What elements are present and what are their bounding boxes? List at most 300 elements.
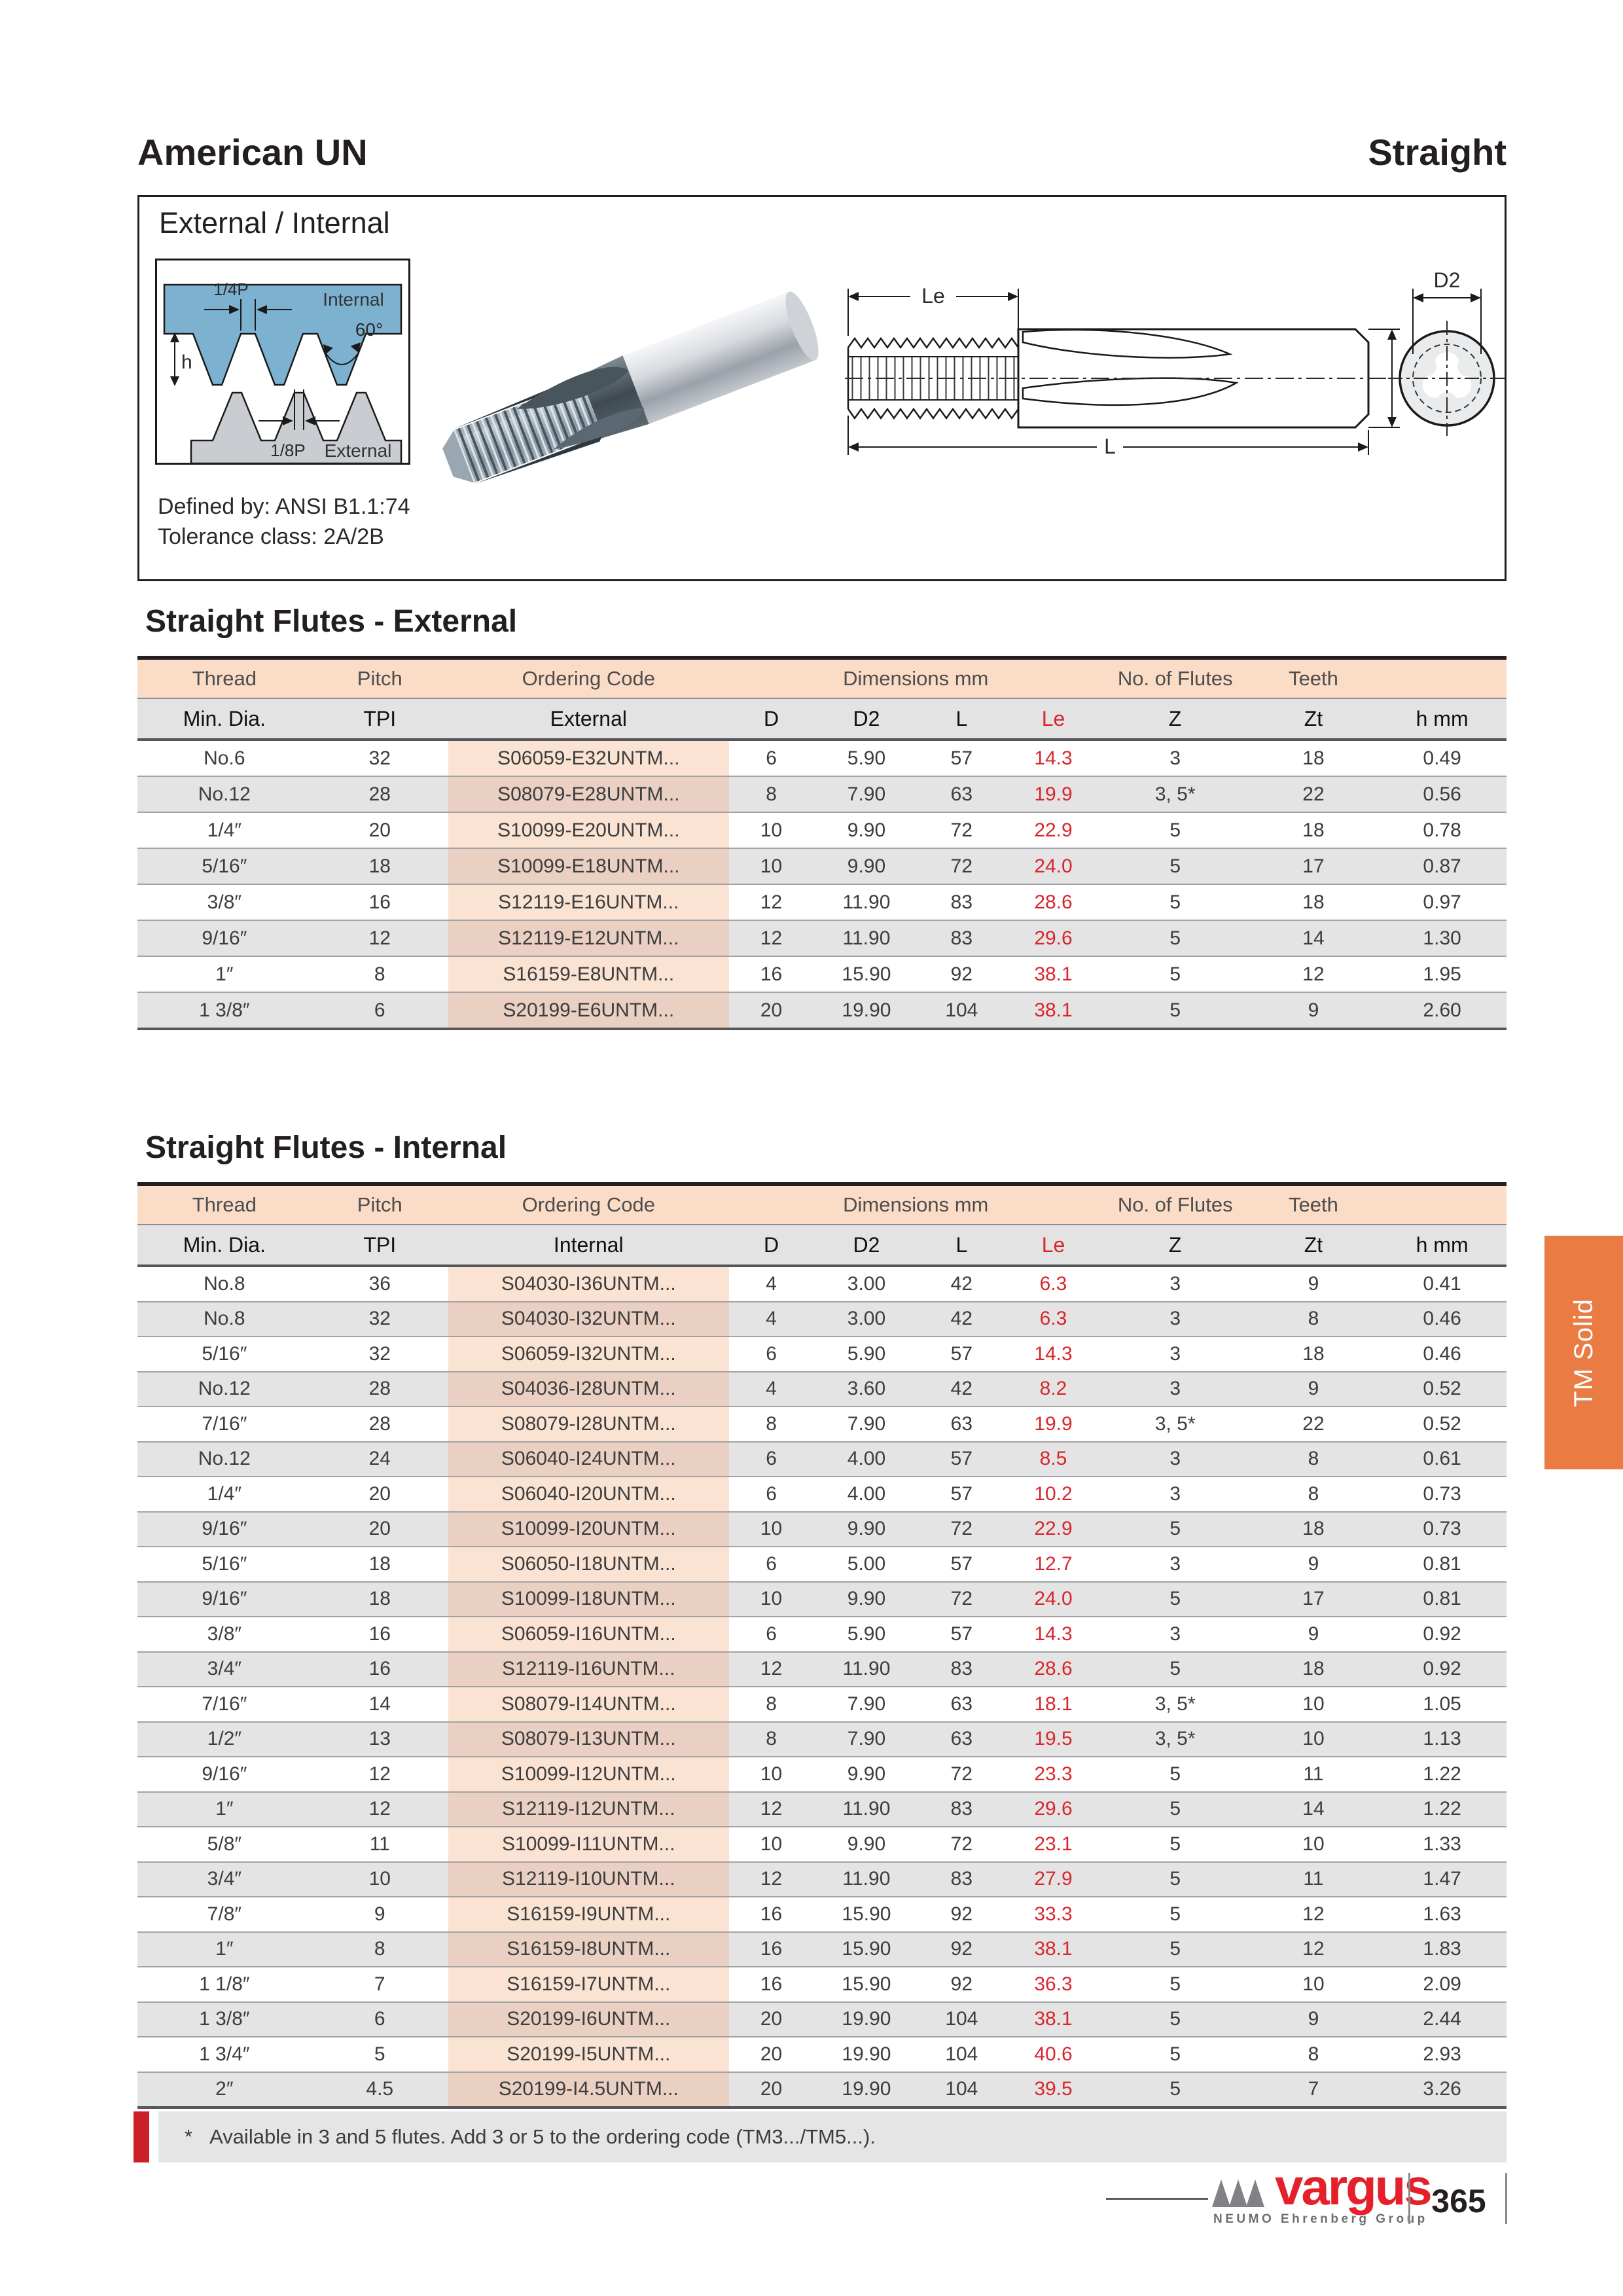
table-cell: 5 [1169, 999, 1181, 1021]
table-cell: 1.22 [1423, 1798, 1461, 1820]
table-cell: 104 [945, 999, 978, 1021]
table-cell: 5 [1169, 1868, 1181, 1890]
table-cell: 0.92 [1423, 1658, 1461, 1680]
table-cell: 9 [1308, 1552, 1319, 1575]
table-cell: 5 [1169, 1798, 1181, 1820]
table-cell: 1″ [215, 1938, 234, 1960]
table-cell: 8.2 [1039, 1378, 1067, 1400]
table-cell: 9 [1308, 999, 1319, 1021]
table-cell: 5 [1169, 1658, 1181, 1680]
table-cell: 18 [1302, 1342, 1325, 1365]
table-cell: 19.90 [842, 2078, 891, 2100]
label-external: External [324, 440, 392, 461]
table-row [137, 956, 1507, 992]
table-cell: 0.49 [1423, 747, 1461, 769]
table-row [137, 1546, 1507, 1581]
table-cell: 12 [760, 1868, 783, 1890]
group-header-teeth: Teeth [1289, 667, 1338, 690]
table-cell: 11.90 [842, 1658, 891, 1680]
table-cell: 20 [760, 999, 783, 1021]
table-cell: 10 [1302, 1833, 1325, 1855]
table-cell: 16 [760, 1973, 783, 1995]
table-cell: 1″ [215, 963, 234, 985]
dim-label-d2: D2 [1433, 270, 1461, 292]
table-cell: 8 [1308, 2043, 1319, 2065]
table-cell: 63 [950, 783, 973, 805]
table-cell: S06059-E32UNTM... [448, 741, 729, 776]
group-header-dimensions: Dimensions mm [843, 667, 989, 690]
table-cell: 72 [950, 1763, 973, 1785]
table-cell: 1.33 [1423, 1833, 1461, 1855]
table-cell: 24 [368, 1448, 391, 1470]
table-cell: 3 [1169, 1623, 1181, 1645]
table-cell: No.12 [198, 783, 251, 805]
table-cell: S16159-I7UNTM... [448, 1967, 729, 2001]
table-cell: 5 [1169, 927, 1181, 949]
table-cell: S12119-I16UNTM... [448, 1653, 729, 1687]
group-header-dimensions: Dimensions mm [843, 1193, 989, 1216]
table-cell: S10099-E20UNTM... [448, 813, 729, 848]
table-cell: 16 [760, 1938, 783, 1960]
table-cell: 9.90 [847, 855, 886, 877]
table-cell: S06059-I16UNTM... [448, 1617, 729, 1651]
table-cell: 0.52 [1423, 1412, 1461, 1435]
table-cell: 9/16″ [202, 1518, 247, 1540]
tolerance-text: Tolerance class: 2A/2B [158, 524, 384, 549]
table-cell: 22.9 [1034, 1518, 1073, 1540]
sub-header-zt: Zt [1304, 1232, 1323, 1257]
table-cell: 1″ [215, 1798, 234, 1820]
table-cell: 1.22 [1423, 1763, 1461, 1785]
table-cell: 7.90 [847, 783, 886, 805]
external-table [137, 656, 1507, 1030]
table-cell: 8 [1308, 1482, 1319, 1505]
table-cell: 0.52 [1423, 1378, 1461, 1400]
table-cell: 0.61 [1423, 1448, 1461, 1470]
table-cell: 5.90 [847, 1623, 886, 1645]
table-cell: 6 [766, 1623, 777, 1645]
table-cell: S04030-I32UNTM... [448, 1302, 729, 1336]
sub-header-z: Z [1168, 706, 1182, 730]
table-cell: S20199-I6UNTM... [448, 2003, 729, 2037]
table-cell: 2″ [215, 2078, 234, 2100]
sub-header-min-dia: Min. Dia. [183, 1232, 266, 1257]
table-cell: 24.0 [1034, 1588, 1073, 1610]
table-cell: S06050-I18UNTM... [448, 1547, 729, 1581]
table-cell: 0.97 [1423, 891, 1461, 913]
table-cell: S10099-I18UNTM... [448, 1583, 729, 1617]
table-cell: No.8 [204, 1308, 245, 1330]
table-cell: 19.9 [1034, 1412, 1073, 1435]
table-cell: 5 [1169, 1763, 1181, 1785]
table-cell: 3, 5* [1154, 783, 1196, 805]
sub-header-hmm: h mm [1416, 1232, 1469, 1257]
table-cell: 7 [374, 1973, 385, 1995]
table-cell: 83 [950, 891, 973, 913]
table-cell: 28 [368, 783, 391, 805]
table-cell: 4 [766, 1308, 777, 1330]
header-box-subtitle: External / Internal [159, 206, 390, 240]
table-cell: 8 [374, 963, 385, 985]
table-cell: 8 [1308, 1448, 1319, 1470]
table-cell: 1 1/8″ [199, 1973, 250, 1995]
table-cell: 1.30 [1423, 927, 1461, 949]
table-cell: No.12 [198, 1448, 251, 1470]
table-cell: 14 [1302, 927, 1325, 949]
table-row [137, 848, 1507, 884]
sub-header-l: L [955, 1232, 968, 1257]
table-cell: 57 [950, 1482, 973, 1505]
table-cell: 15.90 [842, 1938, 891, 1960]
table-cell: 6 [766, 1342, 777, 1365]
table-row [137, 1756, 1507, 1791]
table-cell: S08079-I14UNTM... [448, 1687, 729, 1721]
table-cell: 104 [945, 2043, 978, 2065]
table-cell: 19.90 [842, 999, 891, 1021]
table-cell: 6 [766, 1482, 777, 1505]
table-cell: 7.90 [847, 1728, 886, 1750]
table-cell: 19.9 [1034, 783, 1073, 805]
sub-header-le: Le [1041, 706, 1065, 730]
table-cell: 9 [1308, 1378, 1319, 1400]
table-cell: 57 [950, 747, 973, 769]
table-cell: 11.90 [842, 927, 891, 949]
table-cell: 83 [950, 1868, 973, 1890]
footnote-star: * [185, 2125, 193, 2148]
table-cell: S10099-E18UNTM... [448, 849, 729, 884]
table-cell: 63 [950, 1693, 973, 1715]
sub-header-zt: Zt [1304, 706, 1323, 730]
table-cell: 9.90 [847, 1833, 886, 1855]
tool-photo [421, 256, 840, 531]
table-cell: 9 [374, 1903, 385, 1925]
table-cell: 8 [1308, 1308, 1319, 1330]
table-row [137, 1511, 1507, 1547]
table-cell: 42 [950, 1308, 973, 1330]
table-row [137, 1966, 1507, 2001]
table-cell: 5 [1169, 1588, 1181, 1610]
table-cell: 5 [374, 2043, 385, 2065]
table-cell: 10 [1302, 1728, 1325, 1750]
table-cell: 29.6 [1034, 927, 1073, 949]
table-cell: S16159-I9UNTM... [448, 1897, 729, 1931]
table-row [137, 1616, 1507, 1651]
table-cell: 18 [368, 1552, 391, 1575]
table-row [137, 1826, 1507, 1861]
table-cell: 29.6 [1034, 1798, 1073, 1820]
table-cell: 1.05 [1423, 1693, 1461, 1715]
table-cell: 2.60 [1423, 999, 1461, 1021]
table-cell: 18 [368, 1588, 391, 1610]
table-cell: 19.90 [842, 2043, 891, 2065]
table-cell: 13 [368, 1728, 391, 1750]
logo-brand-text: vargus [1275, 2158, 1431, 2215]
sub-header-le: Le [1041, 1232, 1065, 1257]
table-cell: 20 [760, 2043, 783, 2065]
table-cell: 3.00 [847, 1308, 886, 1330]
sub-header-d2: D2 [853, 1232, 880, 1257]
table-row [137, 884, 1507, 920]
table-cell: 10 [760, 855, 783, 877]
table-cell: 83 [950, 1798, 973, 1820]
table-cell: 92 [950, 1973, 973, 1995]
table-row [137, 1651, 1507, 1687]
table-cell: 83 [950, 927, 973, 949]
table-cell: 72 [950, 1833, 973, 1855]
defined-by-text: Defined by: ANSI B1.1:74 [158, 494, 410, 519]
table-row [137, 1336, 1507, 1371]
table-cell: S08079-I13UNTM... [448, 1723, 729, 1757]
table-cell: 9 [1308, 2008, 1319, 2030]
table-cell: 7/16″ [202, 1412, 247, 1435]
table-row [137, 1791, 1507, 1827]
sub-header-tpi: TPI [363, 706, 397, 730]
sub-header-l: L [955, 706, 968, 730]
table-cell: 8.5 [1039, 1448, 1067, 1470]
table-row [137, 1301, 1507, 1336]
page-number: 365 [1431, 2183, 1486, 2219]
table-cell: S12119-E16UNTM... [448, 885, 729, 920]
table-cell: 3 [1169, 1308, 1181, 1330]
table-cell: 72 [950, 1518, 973, 1540]
table-cell: 32 [368, 1342, 391, 1365]
table-cell: 9.90 [847, 819, 886, 841]
group-header-ordering-code: Ordering Code [522, 1193, 655, 1216]
table-cell: 1/4″ [207, 819, 241, 841]
table-cell: 5/16″ [202, 1552, 247, 1575]
table-cell: 92 [950, 1903, 973, 1925]
group-header-teeth: Teeth [1289, 1193, 1338, 1216]
table-cell: 10 [1302, 1693, 1325, 1715]
table-row [137, 2036, 1507, 2072]
table-cell: 12 [760, 1798, 783, 1820]
internal-section-title: Straight Flutes - Internal [145, 1130, 507, 1165]
table-cell: 6 [374, 2008, 385, 2030]
table-cell: S04036-I28UNTM... [448, 1372, 729, 1407]
table-cell: 9.90 [847, 1518, 886, 1540]
table-cell: 11 [1303, 1868, 1324, 1890]
table-cell: 32 [368, 747, 391, 769]
table-cell: 3 [1169, 1552, 1181, 1575]
table-cell: 6.3 [1039, 1272, 1067, 1295]
table-cell: 16 [760, 1903, 783, 1925]
footer-separator [1408, 2173, 1410, 2224]
table-cell: 7/16″ [202, 1693, 247, 1715]
table-cell: S20199-I5UNTM... [448, 2037, 729, 2072]
table-cell: 7.90 [847, 1693, 886, 1715]
table-cell: 5/16″ [202, 1342, 247, 1365]
table-cell: 28 [368, 1378, 391, 1400]
table-cell: 6 [766, 747, 777, 769]
table-cell: 5 [1169, 1938, 1181, 1960]
table-cell: 5 [1169, 2008, 1181, 2030]
standard-info [158, 492, 410, 552]
table-cell: 1 3/8″ [199, 999, 250, 1021]
table-cell: 36.3 [1034, 1973, 1073, 1995]
footnote [134, 2111, 1507, 2162]
header-box [137, 195, 1507, 581]
table-cell: 4 [766, 1378, 777, 1400]
table-cell: 10 [760, 819, 783, 841]
table-cell: 0.73 [1423, 1518, 1461, 1540]
table-cell: 57 [950, 1448, 973, 1470]
table-cell: 7 [1308, 2078, 1319, 2100]
sub-header-code: Internal [553, 1232, 624, 1257]
table-cell: 9/16″ [202, 1588, 247, 1610]
sub-header-code: External [550, 706, 627, 730]
external-section-title: Straight Flutes - External [145, 604, 518, 639]
external-table-body [137, 741, 1507, 1030]
table-row [137, 920, 1507, 956]
table-cell: 38.1 [1034, 963, 1073, 985]
table-cell: 15.90 [842, 1903, 891, 1925]
table-cell: 24.0 [1034, 855, 1073, 877]
table-cell: 14.3 [1034, 1342, 1073, 1365]
table-cell: 16 [368, 1623, 391, 1645]
table-cell: 63 [950, 1412, 973, 1435]
table-cell: 5.00 [847, 1552, 886, 1575]
label-h: h [181, 351, 192, 373]
table-cell: 2.93 [1423, 2043, 1461, 2065]
table-cell: 3 [1169, 1342, 1181, 1365]
table-cell: 1 3/4″ [199, 2043, 250, 2065]
table-cell: S12119-I12UNTM... [448, 1793, 729, 1827]
table-cell: No.12 [198, 1378, 251, 1400]
label-quarter-p: 1/4P [213, 279, 249, 299]
table-cell: S16159-E8UNTM... [448, 957, 729, 992]
table-cell: 57 [950, 1552, 973, 1575]
footer-separator [1505, 2173, 1507, 2224]
table-cell: 22.9 [1034, 819, 1073, 841]
table-cell: 18 [1302, 747, 1325, 769]
table-cell: 2.44 [1423, 2008, 1461, 2030]
table-cell: S12119-I10UNTM... [448, 1863, 729, 1897]
table-cell: 4 [766, 1272, 777, 1295]
table-cell: 5 [1169, 963, 1181, 985]
table-cell: 9 [1308, 1272, 1319, 1295]
table-cell: 5/8″ [207, 1833, 241, 1855]
external-table-sub-header [137, 698, 1507, 741]
footnote-text: Available in 3 and 5 flutes. Add 3 or 5 to the ordering code (TM3.../TM5...). [209, 2125, 876, 2148]
table-cell: 3/8″ [207, 891, 241, 913]
table-cell: 5 [1169, 891, 1181, 913]
table-cell: S06040-I20UNTM... [448, 1477, 729, 1511]
table-cell: 3 [1169, 1448, 1181, 1470]
table-row [137, 1861, 1507, 1897]
table-cell: 20 [760, 2008, 783, 2030]
table-cell: 12 [368, 1798, 391, 1820]
table-cell: 19.90 [842, 2008, 891, 2030]
table-cell: 11 [369, 1833, 390, 1855]
table-cell: 5 [1169, 1518, 1181, 1540]
table-cell: 20 [760, 2078, 783, 2100]
table-cell: 16 [760, 963, 783, 985]
sub-header-min-dia: Min. Dia. [183, 706, 266, 730]
table-cell: 18.1 [1034, 1693, 1073, 1715]
group-header-flutes: No. of Flutes [1117, 667, 1233, 690]
footnote-bar [158, 2111, 1507, 2162]
table-cell: S20199-I4.5UNTM... [448, 2073, 729, 2107]
table-cell: 10 [760, 1588, 783, 1610]
table-cell: 23.1 [1034, 1833, 1073, 1855]
table-cell: 10 [368, 1868, 391, 1890]
table-cell: 63 [950, 1728, 973, 1750]
group-header-flutes: No. of Flutes [1117, 1193, 1233, 1216]
table-cell: 1.95 [1423, 963, 1461, 985]
table-cell: 0.56 [1423, 783, 1461, 805]
table-cell: 9/16″ [202, 1763, 247, 1785]
sub-header-d: D [764, 706, 779, 730]
table-cell: 72 [950, 819, 973, 841]
group-header-ordering-code: Ordering Code [522, 667, 655, 690]
table-row [137, 1686, 1507, 1721]
table-cell: 33.3 [1034, 1903, 1073, 1925]
table-cell: 18 [368, 855, 391, 877]
table-cell: 1.47 [1423, 1868, 1461, 1890]
table-cell: 11.90 [842, 1868, 891, 1890]
table-cell: 5 [1169, 819, 1181, 841]
table-cell: 104 [945, 2008, 978, 2030]
table-cell: 12 [1302, 1903, 1325, 1925]
table-cell: 8 [766, 783, 777, 805]
table-cell: 8 [766, 1412, 777, 1435]
table-cell: 18 [1302, 819, 1325, 841]
internal-table [137, 1182, 1507, 2109]
logo-triangles-icon [1212, 2174, 1275, 2207]
table-row [137, 2001, 1507, 2037]
dim-label-l: L [1104, 435, 1116, 458]
thread-profile-diagram [155, 259, 410, 465]
table-cell: 3/4″ [207, 1658, 241, 1680]
table-cell: 3, 5* [1154, 1728, 1196, 1750]
table-cell: 11 [1303, 1763, 1324, 1785]
table-cell: 22 [1302, 1412, 1325, 1435]
table-cell: 20 [368, 1518, 391, 1540]
internal-table-group-header [137, 1182, 1507, 1224]
table-cell: 12.7 [1034, 1552, 1073, 1575]
table-cell: 12 [1302, 963, 1325, 985]
table-cell: S08079-E28UNTM... [448, 777, 729, 812]
page-subtitle-right: Straight [1368, 132, 1507, 173]
table-row [137, 992, 1507, 1028]
table-cell: 17 [1302, 855, 1325, 877]
table-cell: 1/4″ [207, 1482, 241, 1505]
table-cell: 3/4″ [207, 1868, 241, 1890]
table-cell: 57 [950, 1623, 973, 1645]
table-cell: 15.90 [842, 963, 891, 985]
table-cell: 4.00 [847, 1482, 886, 1505]
table-cell: 7.90 [847, 1412, 886, 1435]
table-row [137, 1441, 1507, 1477]
sub-header-z: Z [1168, 1232, 1182, 1257]
sub-header-d2: D2 [853, 706, 880, 730]
footnote-red-bar [134, 2111, 149, 2162]
table-cell: 11.90 [842, 1798, 891, 1820]
table-cell: 12 [1302, 1938, 1325, 1960]
table-cell: S06040-I24UNTM... [448, 1443, 729, 1477]
table-cell: 10 [760, 1833, 783, 1855]
table-row [137, 1371, 1507, 1407]
table-cell: 3 [1169, 1272, 1181, 1295]
vargus-logo [1212, 2158, 1431, 2231]
table-cell: 3, 5* [1154, 1412, 1196, 1435]
table-cell: 5 [1169, 1973, 1181, 1995]
table-cell: 12 [760, 927, 783, 949]
table-cell: S06059-I32UNTM... [448, 1337, 729, 1371]
table-cell: 6.3 [1039, 1308, 1067, 1330]
table-cell: 10.2 [1034, 1482, 1073, 1505]
table-row [137, 2072, 1507, 2107]
